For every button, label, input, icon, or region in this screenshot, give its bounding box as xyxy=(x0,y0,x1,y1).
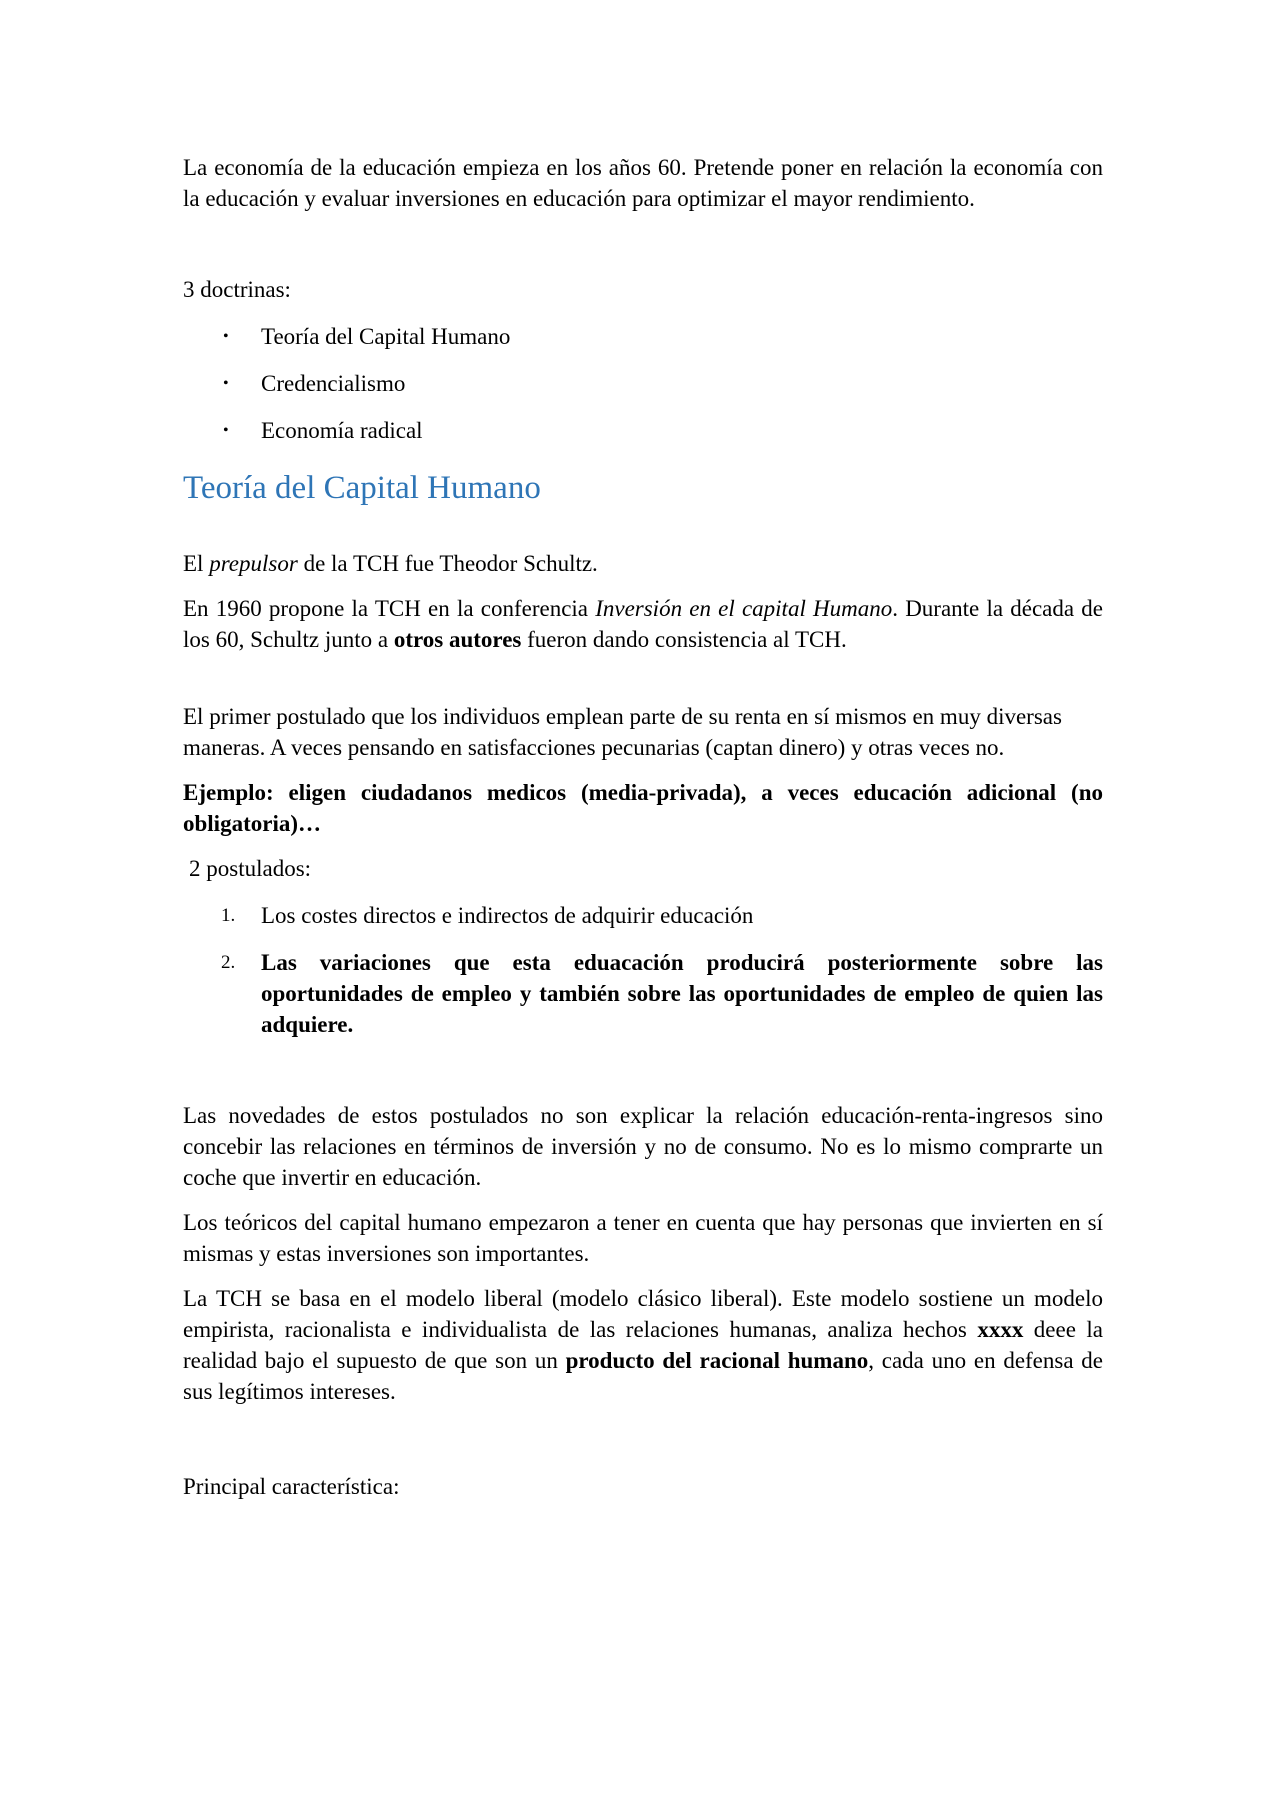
conference-paragraph: En 1960 propone la TCH en la conferencia Inversión en el capital Humano. Durante la década de los 60, Schultz junto a otros autores fueron dando consistencia al TCH. xyxy=(183,596,1103,652)
principal-characteristic-label: Principal característica: xyxy=(183,1474,400,1499)
list-item: • Economía radical xyxy=(183,415,1103,446)
prepulsor-paragraph: El prepulsor de la TCH fue Theodor Schultz. xyxy=(183,551,598,576)
novedades-paragraph: Las novedades de estos postulados no son explicar la relación educación-renta-ingresos sino concebir las relaciones en términos de inversión y no de consumo. No es lo mismo comprarte un coche que invertir en educación. xyxy=(183,1103,1103,1190)
list-item: 2. Las variaciones que esta eduacación producirá posteriormente sobre las oportunidades de empleo y también sobre las oportunidades de empleo de quien las adquiere. xyxy=(221,950,1103,1037)
intro-paragraph: La economía de la educación empieza en los años 60. Pretende poner en relación la economía con la educación y evaluar inversiones en educación para optimizar el mayor rendimiento. xyxy=(183,155,1103,211)
document-page xyxy=(183,152,1103,1502)
doctrines-label: 3 doctrinas: xyxy=(183,277,291,302)
liberal-model-paragraph: La TCH se basa en el modelo liberal (modelo clásico liberal). Este modelo sostiene un modelo empirista, racionalista e individualista de las relaciones humanas, analiza hechos xxxx deee la realidad bajo el supuesto de que son un producto del racional humano, cada uno en defensa de sus legítimos intereses. xyxy=(183,1286,1104,1404)
example-paragraph: Ejemplo: eligen ciudadanos medicos (media-privada), a veces educación adicional (no obligatoria)… xyxy=(183,780,1103,836)
first-postulate-paragraph: El primer postulado que los individuos emplean parte de su renta en sí mismos en muy diversas maneras. A veces pensando en satisfacciones pecunarias (captan dinero) y otras veces no. xyxy=(183,704,1062,760)
list-item: 1. Los costes directos e indirectos de adquirir educación xyxy=(221,903,754,928)
postulados-label: 2 postulados: xyxy=(189,856,312,881)
list-item: • Teoría del Capital Humano xyxy=(183,321,1103,352)
doctrines-list xyxy=(183,321,1103,446)
bullet-icon: • xyxy=(223,328,229,345)
section-heading: Teoría del Capital Humano xyxy=(183,470,541,506)
teoricos-paragraph: Los teóricos del capital humano empezaron a tener en cuenta que hay personas que invierten en sí mismas y estas inversiones son importantes. xyxy=(183,1210,1103,1266)
postulados-list xyxy=(183,900,1103,1040)
bullet-icon: • xyxy=(223,422,229,439)
bullet-icon: • xyxy=(223,375,229,392)
list-item: • Credencialismo xyxy=(183,368,1103,399)
